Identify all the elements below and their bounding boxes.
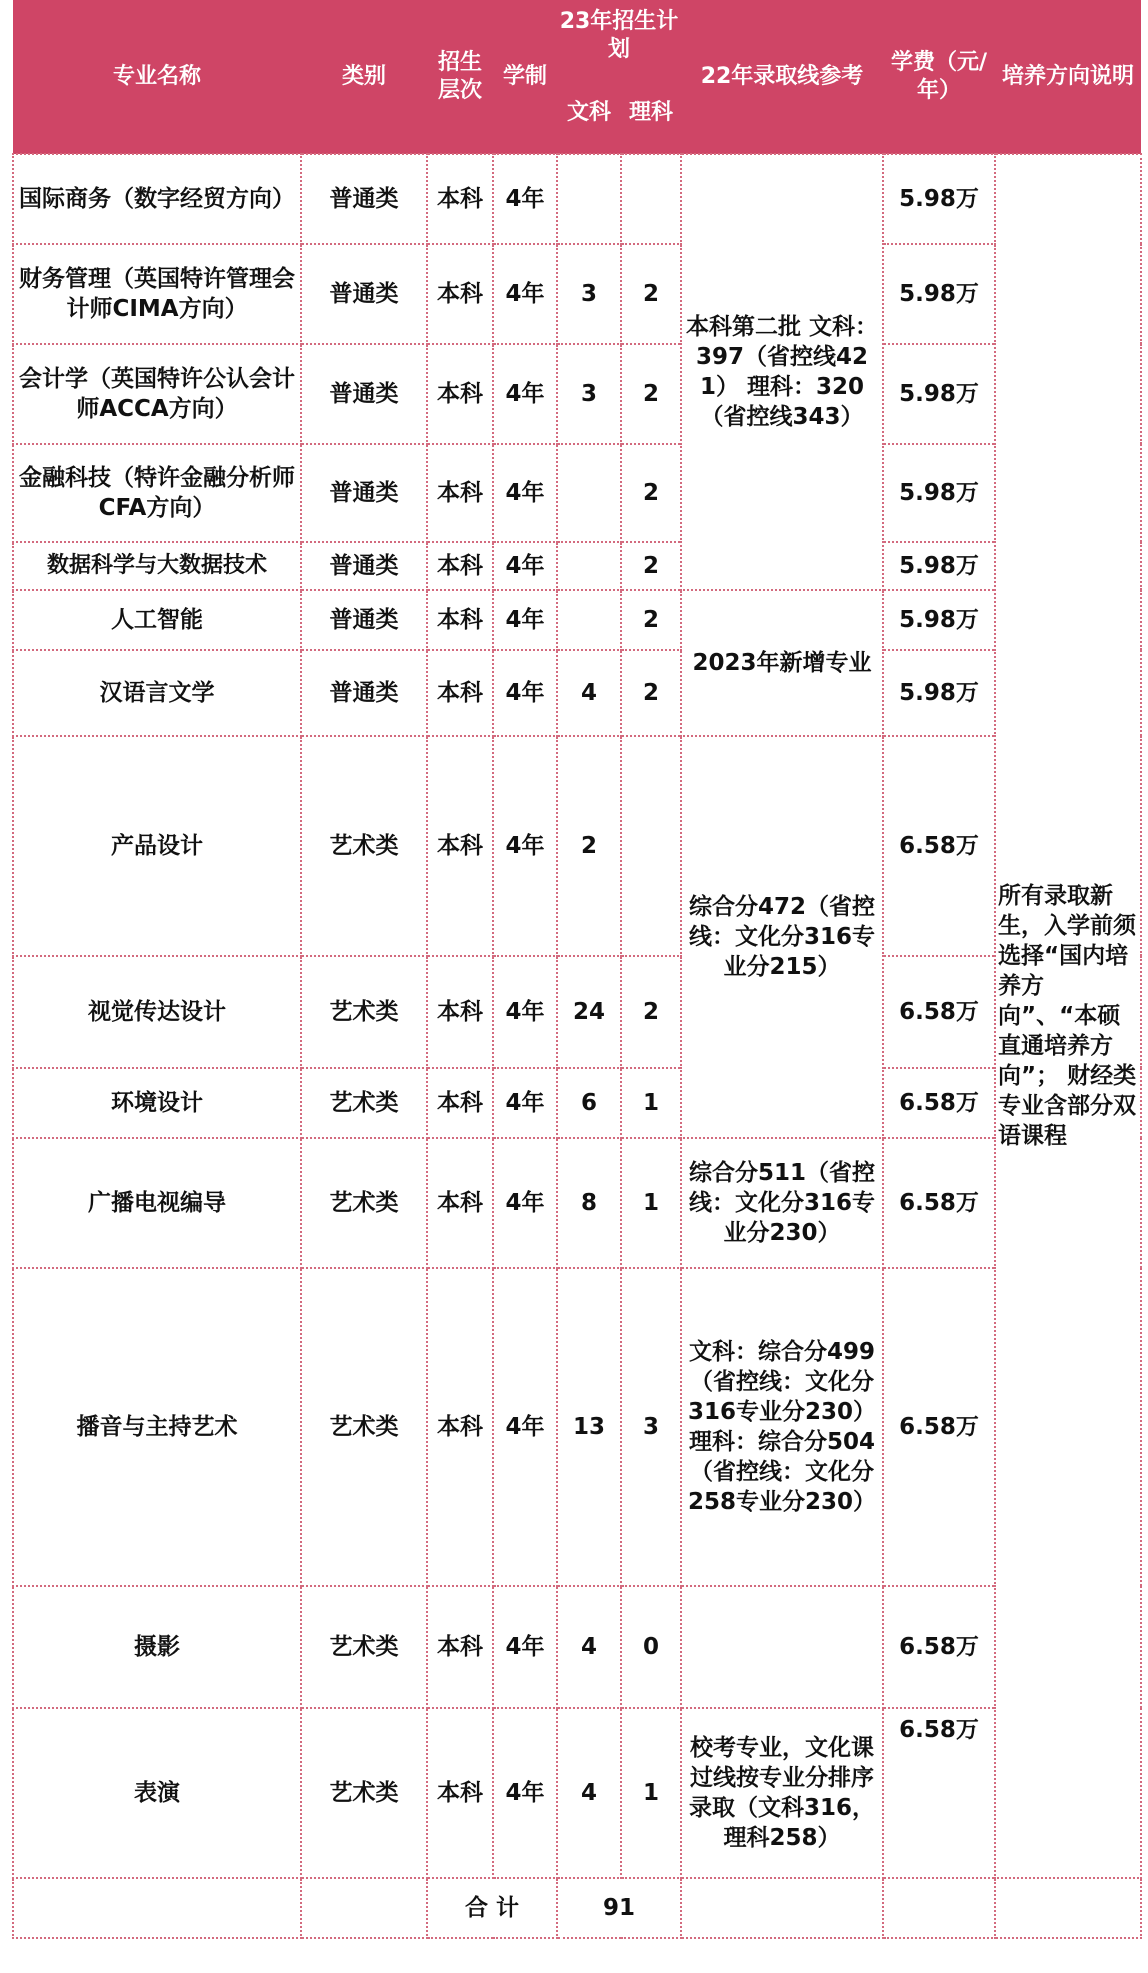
duration: 4年 xyxy=(493,1268,557,1586)
tuition: 6.58万 xyxy=(883,1138,995,1268)
duration: 4年 xyxy=(493,590,557,650)
level: 本科 xyxy=(427,444,493,542)
duration: 4年 xyxy=(493,1586,557,1708)
plan-science: 2 xyxy=(621,444,681,542)
plan-arts: 4 xyxy=(557,1586,621,1708)
table-row xyxy=(13,1708,1141,1878)
plan-science: 2 xyxy=(621,344,681,444)
major-name: 会计学（英国特许公认会计师ACCA方向） xyxy=(13,344,301,444)
tuition: 5.98万 xyxy=(883,590,995,650)
category: 普通类 xyxy=(301,154,427,244)
plan-arts xyxy=(557,154,621,244)
total-row xyxy=(13,1878,1141,1938)
header-direction: 培养方向说明 xyxy=(995,0,1141,154)
duration: 4年 xyxy=(493,1708,557,1878)
direction-note: 所有录取新生，入学前须选择“国内培养方向”、“本硕直通培养方向”； 财经类专业含部分双语课程 xyxy=(995,154,1141,1878)
plan-science: 1 xyxy=(621,1138,681,1268)
plan-arts: 13 xyxy=(557,1268,621,1586)
level: 本科 xyxy=(427,1708,493,1878)
duration: 4年 xyxy=(493,444,557,542)
table-row xyxy=(13,956,1141,1068)
table-row xyxy=(13,650,1141,736)
level: 本科 xyxy=(427,1138,493,1268)
header-major: 专业名称 xyxy=(13,0,301,154)
duration: 4年 xyxy=(493,542,557,590)
duration: 4年 xyxy=(493,956,557,1068)
tuition: 6.58万 xyxy=(883,1708,995,1878)
enrollment-table xyxy=(12,0,1142,1939)
tuition: 5.98万 xyxy=(883,444,995,542)
major-name: 播音与主持艺术 xyxy=(13,1268,301,1586)
table-row xyxy=(13,1138,1141,1268)
total-empty xyxy=(13,1878,301,1938)
category: 艺术类 xyxy=(301,956,427,1068)
category: 艺术类 xyxy=(301,1586,427,1708)
major-name: 产品设计 xyxy=(13,736,301,956)
major-name: 环境设计 xyxy=(13,1068,301,1138)
plan-science: 1 xyxy=(621,1708,681,1878)
header-level: 招生层次 xyxy=(427,0,493,154)
category: 艺术类 xyxy=(301,1268,427,1586)
plan-science xyxy=(621,736,681,956)
score-perform: 校考专业，文化课过线按专业分排序录取（文科316，理科258） xyxy=(681,1708,883,1878)
score-new-2023: 2023年新增专业 xyxy=(681,590,883,736)
table-row xyxy=(13,344,1141,444)
plan-arts: 4 xyxy=(557,1708,621,1878)
plan-arts xyxy=(557,590,621,650)
major-name: 摄影 xyxy=(13,1586,301,1708)
tuition: 5.98万 xyxy=(883,244,995,344)
level: 本科 xyxy=(427,1586,493,1708)
header-plan-science: 理科 xyxy=(621,90,681,154)
header-plan-arts: 文科 xyxy=(557,90,621,154)
level: 本科 xyxy=(427,154,493,244)
total-empty xyxy=(301,1878,427,1938)
tuition: 5.98万 xyxy=(883,344,995,444)
header-tuition: 学费（元/年） xyxy=(883,0,995,154)
level: 本科 xyxy=(427,590,493,650)
major-name: 财务管理（英国特许管理会计师CIMA方向） xyxy=(13,244,301,344)
tuition: 6.58万 xyxy=(883,956,995,1068)
plan-science xyxy=(621,154,681,244)
plan-science: 2 xyxy=(621,244,681,344)
score-design: 综合分472（省控线：文化分316专业分215） xyxy=(681,736,883,1138)
category: 普通类 xyxy=(301,650,427,736)
category: 艺术类 xyxy=(301,1068,427,1138)
plan-arts: 6 xyxy=(557,1068,621,1138)
total-value: 91 xyxy=(557,1878,681,1938)
duration: 4年 xyxy=(493,1138,557,1268)
major-name: 数据科学与大数据技术 xyxy=(13,542,301,590)
tuition: 5.98万 xyxy=(883,542,995,590)
plan-arts: 24 xyxy=(557,956,621,1068)
category: 普通类 xyxy=(301,344,427,444)
plan-science: 1 xyxy=(621,1068,681,1138)
category: 艺术类 xyxy=(301,1138,427,1268)
total-empty xyxy=(883,1878,995,1938)
table-row xyxy=(13,244,1141,344)
table-row xyxy=(13,444,1141,542)
level: 本科 xyxy=(427,1268,493,1586)
category: 普通类 xyxy=(301,590,427,650)
plan-science: 2 xyxy=(621,542,681,590)
header-plan: 23年招生计划 xyxy=(557,0,681,90)
tuition: 6.58万 xyxy=(883,1586,995,1708)
category: 艺术类 xyxy=(301,1708,427,1878)
duration: 4年 xyxy=(493,736,557,956)
plan-arts xyxy=(557,444,621,542)
table-header xyxy=(13,0,1141,154)
table-row xyxy=(13,1268,1141,1586)
category: 普通类 xyxy=(301,244,427,344)
duration: 4年 xyxy=(493,244,557,344)
plan-arts: 3 xyxy=(557,244,621,344)
plan-science: 0 xyxy=(621,1586,681,1708)
tuition: 5.98万 xyxy=(883,154,995,244)
plan-science: 2 xyxy=(621,590,681,650)
tuition: 5.98万 xyxy=(883,650,995,736)
tuition: 6.58万 xyxy=(883,1268,995,1586)
plan-arts xyxy=(557,542,621,590)
level: 本科 xyxy=(427,736,493,956)
major-name: 广播电视编导 xyxy=(13,1138,301,1268)
total-empty xyxy=(681,1878,883,1938)
tuition: 6.58万 xyxy=(883,1068,995,1138)
level: 本科 xyxy=(427,956,493,1068)
duration: 4年 xyxy=(493,154,557,244)
major-name: 表演 xyxy=(13,1708,301,1878)
plan-arts: 4 xyxy=(557,650,621,736)
header-score-ref: 22年录取线参考 xyxy=(681,0,883,154)
plan-science: 3 xyxy=(621,1268,681,1586)
table-row xyxy=(13,590,1141,650)
level: 本科 xyxy=(427,542,493,590)
tuition: 6.58万 xyxy=(883,736,995,956)
total-label: 合 计 xyxy=(427,1878,557,1938)
score-hosting: 文科：综合分499（省控线：文化分316专业分230）理科：综合分504（省控线：文化分258专业分230） xyxy=(681,1268,883,1586)
plan-arts: 3 xyxy=(557,344,621,444)
category: 普通类 xyxy=(301,444,427,542)
major-name: 人工智能 xyxy=(13,590,301,650)
duration: 4年 xyxy=(493,1068,557,1138)
major-name: 汉语言文学 xyxy=(13,650,301,736)
plan-science: 2 xyxy=(621,650,681,736)
level: 本科 xyxy=(427,1068,493,1138)
total-empty xyxy=(995,1878,1141,1938)
score-photo xyxy=(681,1586,883,1708)
plan-arts: 2 xyxy=(557,736,621,956)
major-name: 金融科技（特许金融分析师CFA方向） xyxy=(13,444,301,542)
table-row xyxy=(13,736,1141,956)
table-row xyxy=(13,542,1141,590)
plan-arts: 8 xyxy=(557,1138,621,1268)
major-name: 视觉传达设计 xyxy=(13,956,301,1068)
category: 普通类 xyxy=(301,542,427,590)
table-row xyxy=(13,1068,1141,1138)
score-broadcast: 综合分511（省控线：文化分316专业分230） xyxy=(681,1138,883,1268)
header-category: 类别 xyxy=(301,0,427,154)
duration: 4年 xyxy=(493,344,557,444)
duration: 4年 xyxy=(493,650,557,736)
category: 艺术类 xyxy=(301,736,427,956)
level: 本科 xyxy=(427,650,493,736)
major-name: 国际商务（数字经贸方向） xyxy=(13,154,301,244)
score-batch2: 本科第二批 文科：397（省控线421） 理科：320（省控线343） xyxy=(681,154,883,590)
header-duration: 学制 xyxy=(493,0,557,154)
table-row xyxy=(13,154,1141,244)
plan-science: 2 xyxy=(621,956,681,1068)
level: 本科 xyxy=(427,244,493,344)
level: 本科 xyxy=(427,344,493,444)
table-row xyxy=(13,1586,1141,1708)
